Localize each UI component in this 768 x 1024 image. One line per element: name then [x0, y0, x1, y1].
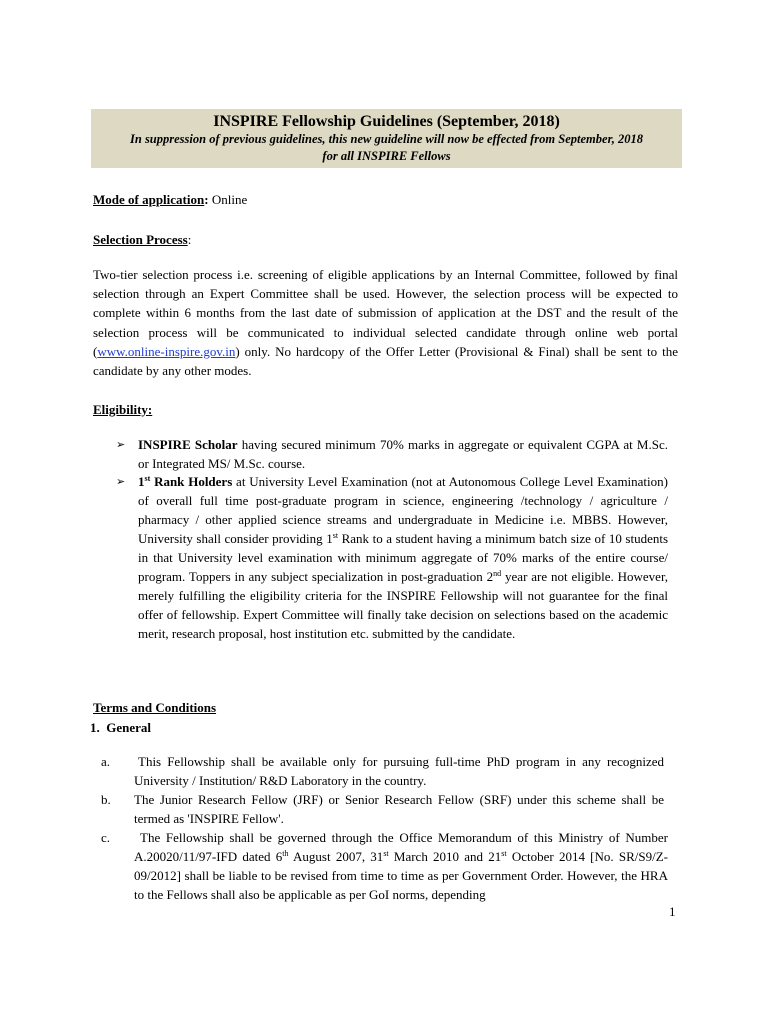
general-subheading	[90, 719, 151, 736]
selection-text-1: Two-tier selection process i.e. screening of eligible applications by an Internal Committee, followed by final selection through an Expert Committee shall be used. However, the selection process will be expected to complete within 6 months from the last date of submission of application at the DST and the result of the selection process will be communicated to individual selected candidate through online web portal (	[93, 267, 678, 359]
selection-heading	[93, 231, 191, 248]
bullet2-text-a: at University Level Examination (not at Autonomous College Level Examination) of overall full time post-graduate program in science, engineering /technology / agriculture / pharmacy / other applied science streams and undergraduate in Medicine i.e. MBBS. However, University shall consider providing 1	[138, 474, 668, 546]
item-b-label: b.	[101, 792, 111, 807]
eligibility-bullet-2	[138, 472, 668, 643]
item-c-sup-c: st	[501, 849, 507, 858]
bullet1-text: having secured minimum 70% marks in aggregate or equivalent CGPA at M.Sc. or Integrated MS/ M.Sc. course.	[138, 437, 668, 471]
eligibility-heading	[93, 401, 152, 418]
bullet2-bold: Rank Holders	[150, 474, 233, 489]
page-number: 1	[669, 904, 676, 919]
document-subtitle-line1: In suppression of previous guidelines, this new guideline will now be effected from September, 2018	[130, 132, 643, 146]
bullet2-num: 1	[138, 474, 145, 489]
selection-heading-text: Selection Process	[93, 232, 188, 247]
eligibility-heading-text: Eligibility:	[93, 402, 153, 417]
item-a-label: a.	[101, 754, 111, 769]
terms-heading-text: Terms and Conditions	[93, 700, 217, 715]
selection-text-2: ) only. No hardcopy of the Offer Letter (Provisional & Final) shall be sent to the candidate by any other modes.	[93, 343, 678, 379]
mode-of-application	[93, 191, 247, 208]
document-subtitle-line2: for all INSPIRE Fellows	[322, 149, 451, 163]
mode-label: Mode of application	[93, 192, 205, 207]
title-banner	[91, 109, 682, 168]
item-c-text-b: August 2007, 31	[288, 849, 384, 864]
bullet2-text-c: year are not eligible. However, merely fulfilling the eligibility criteria for the INSPIRE Fellowship will not guarantee for the final offer of fellowship. Expert Committee will finally take decision on selections based on the academic merit, research proposal, host institution etc. submitted by the candidate.	[138, 569, 669, 641]
selection-paragraph	[93, 265, 678, 380]
item-c-label: c.	[101, 830, 111, 845]
item-c-sup-b: st	[383, 849, 389, 858]
bullet2-sup: st	[144, 474, 151, 483]
item-c-text-c: March 2010 and 21	[388, 849, 502, 864]
eligibility-bullet-1	[138, 435, 668, 473]
portal-link[interactable]: www.online-inspire.gov.in	[97, 343, 236, 359]
bullet2-text-b: Rank to a student having a minimum batch size of 10 students in that University level examination with minimum aggregate of 70% marks of the entire course/ program. Toppers in any subject specialization in post-graduation 2	[138, 531, 669, 584]
mode-value: Online	[208, 192, 248, 207]
item-a-body: This Fellowship shall be available only for pursuing full-time PhD program in any recognized University / Institution/ R&D Laboratory in the country.	[134, 754, 664, 788]
item-a-text	[134, 752, 664, 790]
item-c-text-d: October 2014 [No. SR/S9/Z-09/2012] shall be liable to be revised from time to time as per Government Order. However, the HRA to the Fellows shall also be applicable as per GoI norms, depending	[134, 849, 669, 902]
bullet2-sup3: nd	[493, 569, 502, 578]
item-c-text	[134, 828, 668, 904]
terms-heading	[93, 699, 216, 716]
item-b-body: The Junior Research Fellow (JRF) or Senior Research Fellow (SRF) under this scheme shall be termed as 'INSPIRE Fellow'.	[134, 792, 664, 826]
general-heading: General	[106, 720, 152, 735]
document-title: INSPIRE Fellowship Guidelines (September, 2018)	[213, 113, 560, 130]
selection-heading-colon: :	[187, 232, 192, 247]
item-c-text-a: The Fellowship shall be governed through the Office Memorandum of this Ministry of Number A.20020/11/97-IFD dated 6	[134, 830, 668, 864]
mode-colon: :	[204, 192, 209, 207]
item-c-sup-a: th	[282, 849, 289, 858]
bullet1-bold: INSPIRE Scholar	[138, 437, 238, 452]
arrow-bullet-icon: ➢	[116, 475, 126, 488]
arrow-bullet-icon: ➢	[116, 438, 126, 451]
item-b-text	[134, 790, 664, 828]
bullet2-sup2: st	[332, 531, 339, 540]
general-num: 1.	[90, 720, 100, 735]
